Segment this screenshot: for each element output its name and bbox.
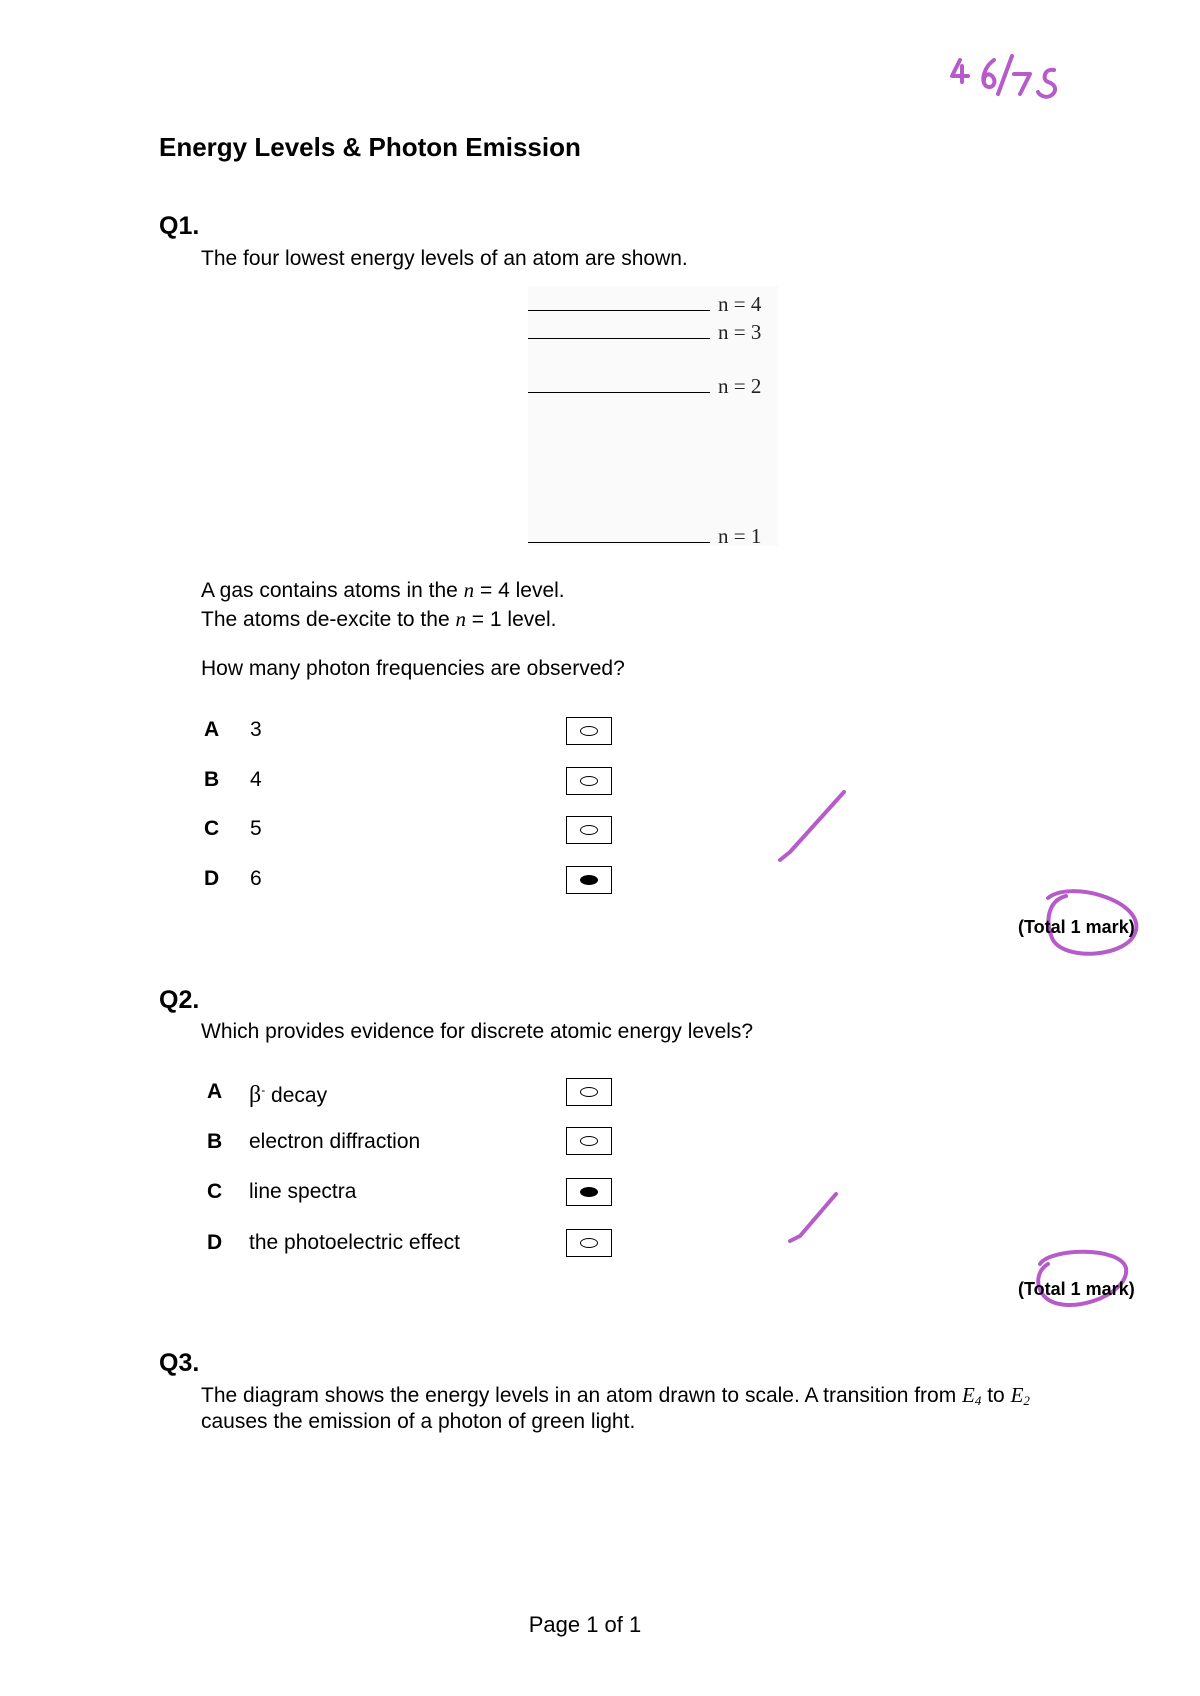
question-number: Q1. <box>159 212 200 240</box>
question-intro: The four lowest energy levels of an atom are shown. <box>201 247 688 270</box>
answer-bubble <box>580 1238 598 1248</box>
energy-level-line <box>528 338 710 339</box>
question-text: The atoms de-excite to the n = 1 level. <box>201 607 557 631</box>
question-number: Q2. <box>159 986 200 1014</box>
option-text: 4 <box>250 768 262 791</box>
option-letter: B <box>204 768 220 791</box>
option-letter: C <box>204 817 220 840</box>
option-text: 6 <box>250 867 262 890</box>
option-text: 5 <box>250 817 262 840</box>
energy-level-label: n = 1 <box>718 524 762 548</box>
answer-bubble <box>580 776 598 786</box>
answer-checkbox-c[interactable] <box>566 816 612 844</box>
page-title: Energy Levels & Photon Emission <box>159 132 581 162</box>
page-footer: Page 1 of 1 <box>528 1612 642 1637</box>
option-letter: C <box>207 1180 223 1203</box>
beta-symbol: β <box>249 1082 262 1108</box>
energy-level-label: n = 4 <box>718 292 762 316</box>
option-text: electron diffraction <box>249 1130 421 1153</box>
option-letter: D <box>207 1231 223 1254</box>
question-text: A gas contains atoms in the n = 4 level. <box>201 578 565 602</box>
option-text: the photoelectric effect <box>249 1231 460 1254</box>
total-marks: (Total 1 mark) <box>1018 1279 1135 1299</box>
answer-bubble <box>580 825 598 835</box>
energy-level-diagram <box>528 286 778 546</box>
question-prompt: How many photon frequencies are observed? <box>201 657 625 680</box>
option-text: β- decay <box>249 1082 328 1108</box>
option-text: line spectra <box>249 1180 357 1203</box>
answer-bubble <box>580 1087 598 1097</box>
energy-level-line <box>528 542 710 543</box>
option-text: 3 <box>250 718 262 741</box>
energy-level-label: n = 3 <box>718 320 762 344</box>
answer-bubble-filled <box>580 1187 598 1197</box>
answer-checkbox-a[interactable] <box>566 717 612 745</box>
option-letter: D <box>204 867 220 890</box>
check-mark-icon <box>780 792 844 860</box>
answer-bubble-filled <box>580 875 598 885</box>
option-letter: A <box>207 1080 223 1103</box>
option-letter: B <box>207 1130 223 1153</box>
question-number: Q3. <box>159 1349 200 1377</box>
question-text: causes the emission of a photon of green light. <box>201 1410 636 1433</box>
energy-level-line <box>528 310 710 311</box>
total-marks: (Total 1 mark) <box>1018 917 1135 937</box>
answer-checkbox-b[interactable] <box>566 767 612 795</box>
energy-level-line <box>528 392 710 393</box>
check-mark-icon <box>790 1194 836 1241</box>
question-prompt: Which provides evidence for discrete atomic energy levels? <box>201 1020 754 1043</box>
answer-bubble <box>580 726 598 736</box>
option-letter: A <box>204 718 220 741</box>
question-text: The diagram shows the energy levels in an atom drawn to scale. A transition from $E_4$ to $E_2$ <box>201 1383 1030 1408</box>
answer-bubble <box>580 1136 598 1146</box>
answer-checkbox-d[interactable] <box>566 866 612 894</box>
answer-checkbox-a[interactable] <box>566 1078 612 1106</box>
answer-checkbox-b[interactable] <box>566 1127 612 1155</box>
handwritten-score <box>952 56 1055 97</box>
answer-checkbox-d[interactable] <box>566 1229 612 1257</box>
answer-checkbox-c[interactable] <box>566 1178 612 1206</box>
energy-level-label: n = 2 <box>718 374 762 398</box>
